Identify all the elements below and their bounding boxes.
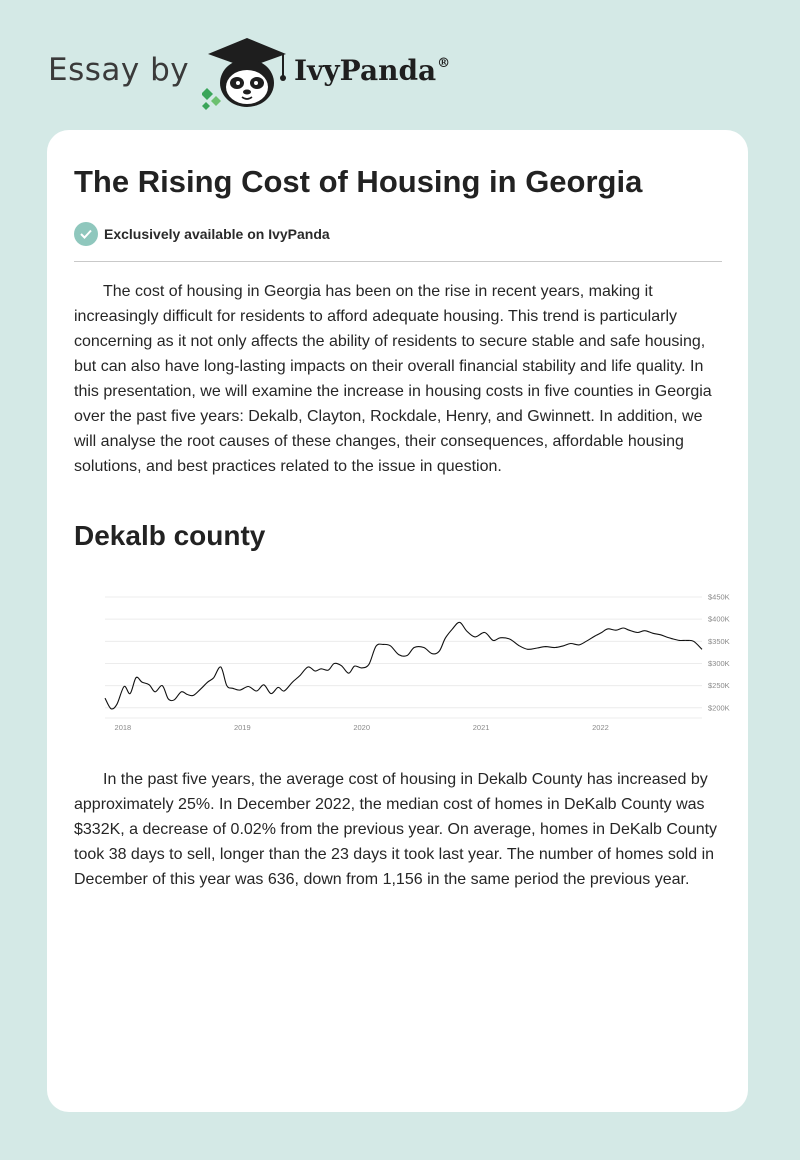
section-heading: Dekalb county (74, 520, 266, 551)
brand-name[interactable] (294, 54, 450, 87)
y-tick-label: $300K (708, 658, 730, 668)
site-header (48, 30, 508, 110)
divider (74, 261, 722, 262)
page-title: The Rising Cost of Housing in Georgia (74, 164, 643, 199)
intro-paragraph: The cost of housing in Georgia has been on the rise in recent years, making it increasingly difficult for residents to afford adequate housing. This trend is particularly concerning as it not only affects the ability of residents to secure stable and safe housing, but can also have long-lasting impacts on their overall financial stability and life quality. In this presentation, we will examine the increase in housing costs in five counties in Georgia over the past five years: Dekalb, Clayton, Rockdale, Henry, and Gwinnett. In addition, we will analyse the root causes of these changes, their consequences, affordable housing solutions, and best practices related to the issue in question. (74, 283, 712, 475)
y-tick-label: $200K (708, 703, 730, 713)
price-chart-svg (101, 585, 751, 740)
x-tick-label: 2020 (353, 723, 371, 732)
x-tick-label: 2021 (472, 723, 490, 732)
essay-by-label: Essay by (48, 52, 190, 88)
y-tick-label: $400K (708, 614, 730, 624)
y-tick-label: $250K (708, 681, 730, 691)
exclusive-badge (74, 222, 330, 246)
y-tick-label: $350K (708, 636, 730, 646)
check-circle-icon (74, 222, 98, 246)
x-tick-label: 2019 (233, 723, 251, 732)
series-line (105, 622, 702, 709)
price-chart (101, 585, 751, 740)
x-tick-label: 2018 (114, 723, 132, 732)
registered-mark: ® (437, 56, 451, 71)
badge-label: Exclusively available on IvyPanda (104, 226, 330, 242)
panda-graduate-icon[interactable] (202, 36, 292, 110)
brand-text[interactable]: IvyPanda (294, 54, 437, 87)
section-paragraph: In the past five years, the average cost of housing in Dekalb County has increased by approximately 25%. In December 2022, the median cost of homes in DeKalb County was $332K, a decrease of 0.02% from the previous year. On average, homes in DeKalb County took 38 days to sell, longer than the 23 days it took last year. The number of homes sold in December of this year was 636, down from 1,156 in the same period the previous year. (74, 771, 718, 888)
y-tick-label: $450K (708, 592, 730, 602)
x-tick-label: 2022 (592, 723, 609, 732)
essay-card (47, 130, 748, 1112)
